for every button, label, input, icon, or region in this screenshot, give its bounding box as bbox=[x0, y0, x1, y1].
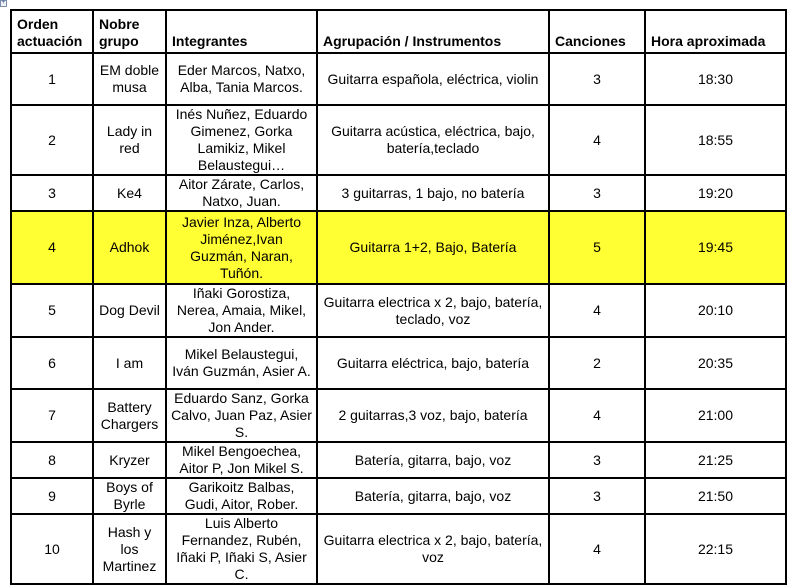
cell-hora: 19:20 bbox=[645, 175, 786, 211]
cell-grupo: Ke4 bbox=[93, 175, 166, 211]
cell-hora: 21:50 bbox=[645, 478, 786, 514]
cell-agrupacion: Batería, gitarra, bajo, voz bbox=[317, 442, 549, 478]
table-row bbox=[11, 478, 786, 514]
cell-canciones: 4 bbox=[549, 389, 645, 442]
table-row bbox=[11, 284, 786, 337]
table-row bbox=[11, 211, 786, 284]
cell-hora: 18:55 bbox=[645, 105, 786, 175]
cell-hora: 22:15 bbox=[645, 514, 786, 584]
cell-integrantes: Javier Inza, Alberto Jiménez,Ivan Guzmán, Naran, Tuñón. bbox=[166, 211, 317, 284]
cell-agrupacion: Guitarra 1+2, Bajo, Batería bbox=[317, 211, 549, 284]
cell-canciones: 4 bbox=[549, 514, 645, 584]
cell-grupo: I am bbox=[93, 337, 166, 389]
cell-agrupacion: Guitarra eléctrica, bajo, batería bbox=[317, 337, 549, 389]
header-orden: Orden actuación bbox=[11, 10, 93, 53]
table-row bbox=[11, 389, 786, 442]
cell-hora: 21:00 bbox=[645, 389, 786, 442]
cell-orden: 3 bbox=[11, 175, 93, 211]
header-hora: Hora aproximada bbox=[645, 10, 786, 53]
cell-grupo: Dog Devil bbox=[93, 284, 166, 337]
cell-canciones: 4 bbox=[549, 105, 645, 175]
header-grupo: Nobre grupo bbox=[93, 10, 166, 53]
cell-integrantes: Mikel Belaustegui, Iván Guzmán, Asier A. bbox=[166, 337, 317, 389]
table-row bbox=[11, 53, 786, 105]
cell-canciones: 4 bbox=[549, 284, 645, 337]
table-row bbox=[11, 337, 786, 389]
cell-orden: 8 bbox=[11, 442, 93, 478]
cell-agrupacion: Batería, gitarra, bajo, voz bbox=[317, 478, 549, 514]
table-row bbox=[11, 175, 786, 211]
cell-orden: 10 bbox=[11, 514, 93, 584]
cell-agrupacion: Guitarra electrica x 2, bajo, batería, teclado, voz bbox=[317, 284, 549, 337]
cell-orden: 4 bbox=[11, 211, 93, 284]
table-header-row bbox=[11, 10, 786, 53]
cell-orden: 5 bbox=[11, 284, 93, 337]
cell-canciones: 3 bbox=[549, 53, 645, 105]
cell-orden: 9 bbox=[11, 478, 93, 514]
cell-integrantes: Aitor Zárate, Carlos, Natxo, Juan. bbox=[166, 175, 317, 211]
cell-orden: 6 bbox=[11, 337, 93, 389]
cell-orden: 7 bbox=[11, 389, 93, 442]
cell-canciones: 2 bbox=[549, 337, 645, 389]
performance-table bbox=[10, 9, 787, 585]
cell-hora: 21:25 bbox=[645, 442, 786, 478]
cell-canciones: 5 bbox=[549, 211, 645, 284]
cell-integrantes: Garikoitz Balbas, Gudi, Aitor, Rober. bbox=[166, 478, 317, 514]
table-row bbox=[11, 514, 786, 584]
cell-grupo: Adhok bbox=[93, 211, 166, 284]
cell-integrantes: Eduardo Sanz, Gorka Calvo, Juan Paz, Asier S. bbox=[166, 389, 317, 442]
cell-integrantes: Iñaki Gorostiza, Nerea, Amaia, Mikel, Jon Ander. bbox=[166, 284, 317, 337]
cell-grupo: Battery Chargers bbox=[93, 389, 166, 442]
cell-canciones: 3 bbox=[549, 478, 645, 514]
cell-integrantes: Eder Marcos, Natxo, Alba, Tania Marcos. bbox=[166, 53, 317, 105]
cell-grupo: Boys of Byrle bbox=[93, 478, 166, 514]
cell-agrupacion: Guitarra acústica, eléctrica, bajo, batería,teclado bbox=[317, 105, 549, 175]
header-integrantes: Integrantes bbox=[166, 10, 317, 53]
cell-grupo: Lady in red bbox=[93, 105, 166, 175]
header-agrupacion: Agrupación / Instrumentos bbox=[317, 10, 549, 53]
cell-hora: 20:10 bbox=[645, 284, 786, 337]
cell-integrantes: Inés Nuñez, Eduardo Gimenez, Gorka Lamikiz, Mikel Belaustegui… bbox=[166, 105, 317, 175]
cell-canciones: 3 bbox=[549, 442, 645, 478]
table-anchor-icon[interactable]: + bbox=[1, 0, 6, 6]
cell-agrupacion: 2 guitarras,3 voz, bajo, batería bbox=[317, 389, 549, 442]
cell-hora: 20:35 bbox=[645, 337, 786, 389]
cell-orden: 2 bbox=[11, 105, 93, 175]
cell-agrupacion: 3 guitarras, 1 bajo, no batería bbox=[317, 175, 549, 211]
cell-agrupacion: Guitarra electrica x 2, bajo, batería, voz bbox=[317, 514, 549, 584]
table-row bbox=[11, 442, 786, 478]
cell-grupo: EM doble musa bbox=[93, 53, 166, 105]
cell-canciones: 3 bbox=[549, 175, 645, 211]
cell-integrantes: Mikel Bengoechea, Aitor P, Jon Mikel S. bbox=[166, 442, 317, 478]
cell-hora: 18:30 bbox=[645, 53, 786, 105]
cell-orden: 1 bbox=[11, 53, 93, 105]
cell-grupo: Kryzer bbox=[93, 442, 166, 478]
table-row bbox=[11, 105, 786, 175]
cell-hora: 19:45 bbox=[645, 211, 786, 284]
cell-integrantes: Luis Alberto Fernandez, Rubén, Iñaki P, Iñaki S, Asier C. bbox=[166, 514, 317, 584]
header-canciones: Canciones bbox=[549, 10, 645, 53]
cell-grupo: Hash y los Martinez bbox=[93, 514, 166, 584]
cell-agrupacion: Guitarra española, eléctrica, violin bbox=[317, 53, 549, 105]
